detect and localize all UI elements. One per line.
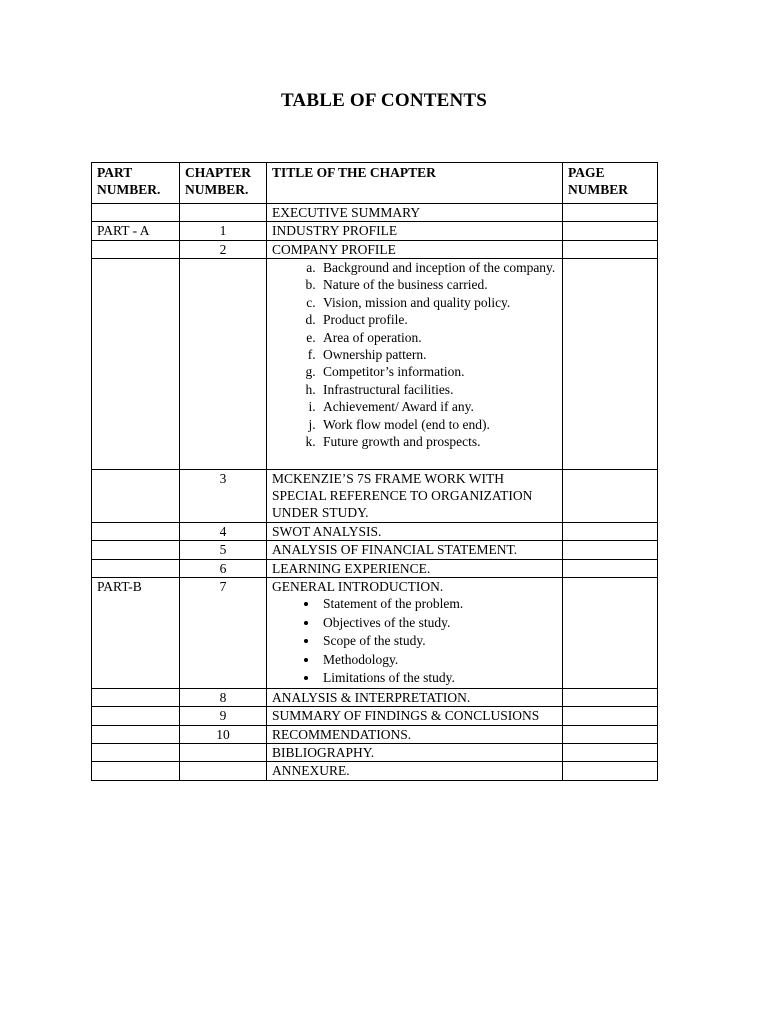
chapter-cell	[180, 762, 267, 780]
table-row	[92, 577, 658, 688]
part-cell	[92, 240, 180, 258]
chapter-cell: 9	[180, 707, 267, 725]
chapter-title: GENERAL INTRODUCTION.	[272, 578, 444, 594]
chapter-cell: 4	[180, 522, 267, 540]
header-page-number: PAGE NUMBER	[563, 163, 658, 204]
page-cell	[563, 469, 658, 522]
list-item: b. Nature of the business carried.	[319, 276, 557, 293]
title-cell: MCKENZIE’S 7S FRAME WORK WITH SPECIAL REFERENCE TO ORGANIZATION UNDER STUDY.	[267, 469, 563, 522]
table-row	[92, 688, 658, 706]
part-cell	[92, 559, 180, 577]
page-title: TABLE OF CONTENTS	[280, 90, 488, 111]
list-item: c. Vision, mission and quality policy.	[319, 294, 557, 311]
chapter-cell: 6	[180, 559, 267, 577]
part-cell	[92, 203, 180, 221]
table-row	[92, 222, 658, 240]
part-cell	[92, 522, 180, 540]
title-cell: ANNEXURE.	[267, 762, 563, 780]
chapter-cell: 2	[180, 240, 267, 258]
header-chapter-title: TITLE OF THE CHAPTER	[267, 163, 563, 204]
title-cell: EXECUTIVE SUMMARY	[267, 203, 563, 221]
table-row	[92, 707, 658, 725]
part-cell	[92, 725, 180, 743]
page-cell	[563, 559, 658, 577]
title-cell: BIBLIOGRAPHY.	[267, 744, 563, 762]
title-cell	[267, 259, 563, 469]
chapter-cell	[180, 259, 267, 469]
page-cell	[563, 240, 658, 258]
title-cell: RECOMMENDATIONS.	[267, 725, 563, 743]
page-cell	[563, 762, 658, 780]
table-row	[92, 522, 658, 540]
page-cell	[563, 222, 658, 240]
list-item: f. Ownership pattern.	[319, 346, 557, 363]
list-item: k. Future growth and prospects.	[319, 433, 557, 450]
list-item: g. Competitor’s information.	[319, 363, 557, 380]
list-item: a. Background and inception of the company.	[319, 259, 557, 276]
list-item: i. Achievement/ Award if any.	[319, 398, 557, 415]
chapter-cell: 8	[180, 688, 267, 706]
chapter-cell	[180, 744, 267, 762]
chapter-cell: 3	[180, 469, 267, 522]
table-row	[92, 259, 658, 469]
page-cell	[563, 541, 658, 559]
list-item: • Methodology.	[319, 651, 557, 670]
title-cell	[267, 577, 563, 688]
title-cell: SUMMARY OF FINDINGS & CONCLUSIONS	[267, 707, 563, 725]
table-row	[92, 762, 658, 780]
chapter-cell: 7	[180, 577, 267, 688]
toc-header-row	[92, 163, 658, 204]
part-cell	[92, 744, 180, 762]
title-cell: SWOT ANALYSIS.	[267, 522, 563, 540]
table-row	[92, 240, 658, 258]
part-cell: PART-B	[92, 577, 180, 688]
title-cell: INDUSTRY PROFILE	[267, 222, 563, 240]
part-cell: PART - A	[92, 222, 180, 240]
list-item: j. Work flow model (end to end).	[319, 416, 557, 433]
table-row	[92, 744, 658, 762]
general-introduction-subitems	[272, 595, 557, 688]
toc-table	[91, 162, 658, 781]
part-cell	[92, 469, 180, 522]
table-row	[92, 203, 658, 221]
chapter-cell: 10	[180, 725, 267, 743]
list-item: e. Area of operation.	[319, 329, 557, 346]
company-profile-subitems	[272, 259, 557, 450]
list-item: • Scope of the study.	[319, 632, 557, 651]
page-cell	[563, 688, 658, 706]
chapter-cell: 1	[180, 222, 267, 240]
table-row	[92, 559, 658, 577]
page-cell	[563, 744, 658, 762]
table-row	[92, 725, 658, 743]
table-row	[92, 469, 658, 522]
page-cell	[563, 522, 658, 540]
chapter-cell	[180, 203, 267, 221]
page-cell	[563, 203, 658, 221]
title-cell: COMPANY PROFILE	[267, 240, 563, 258]
page-cell	[563, 577, 658, 688]
list-item: • Statement of the problem.	[319, 595, 557, 614]
table-row	[92, 541, 658, 559]
page-cell	[563, 707, 658, 725]
part-cell	[92, 541, 180, 559]
list-item: h. Infrastructural facilities.	[319, 381, 557, 398]
part-cell	[92, 688, 180, 706]
list-item: d. Product profile.	[319, 311, 557, 328]
list-item: • Limitations of the study.	[319, 669, 557, 688]
part-cell	[92, 707, 180, 725]
title-cell: ANALYSIS & INTERPRETATION.	[267, 688, 563, 706]
part-cell	[92, 259, 180, 469]
list-item: • Objectives of the study.	[319, 614, 557, 633]
title-cell: ANALYSIS OF FINANCIAL STATEMENT.	[267, 541, 563, 559]
title-cell: LEARNING EXPERIENCE.	[267, 559, 563, 577]
part-cell	[92, 762, 180, 780]
page-cell	[563, 259, 658, 469]
header-part-number: PART NUMBER.	[92, 163, 180, 204]
header-chapter-number: CHAPTER NUMBER.	[180, 163, 267, 204]
chapter-cell: 5	[180, 541, 267, 559]
page-cell	[563, 725, 658, 743]
